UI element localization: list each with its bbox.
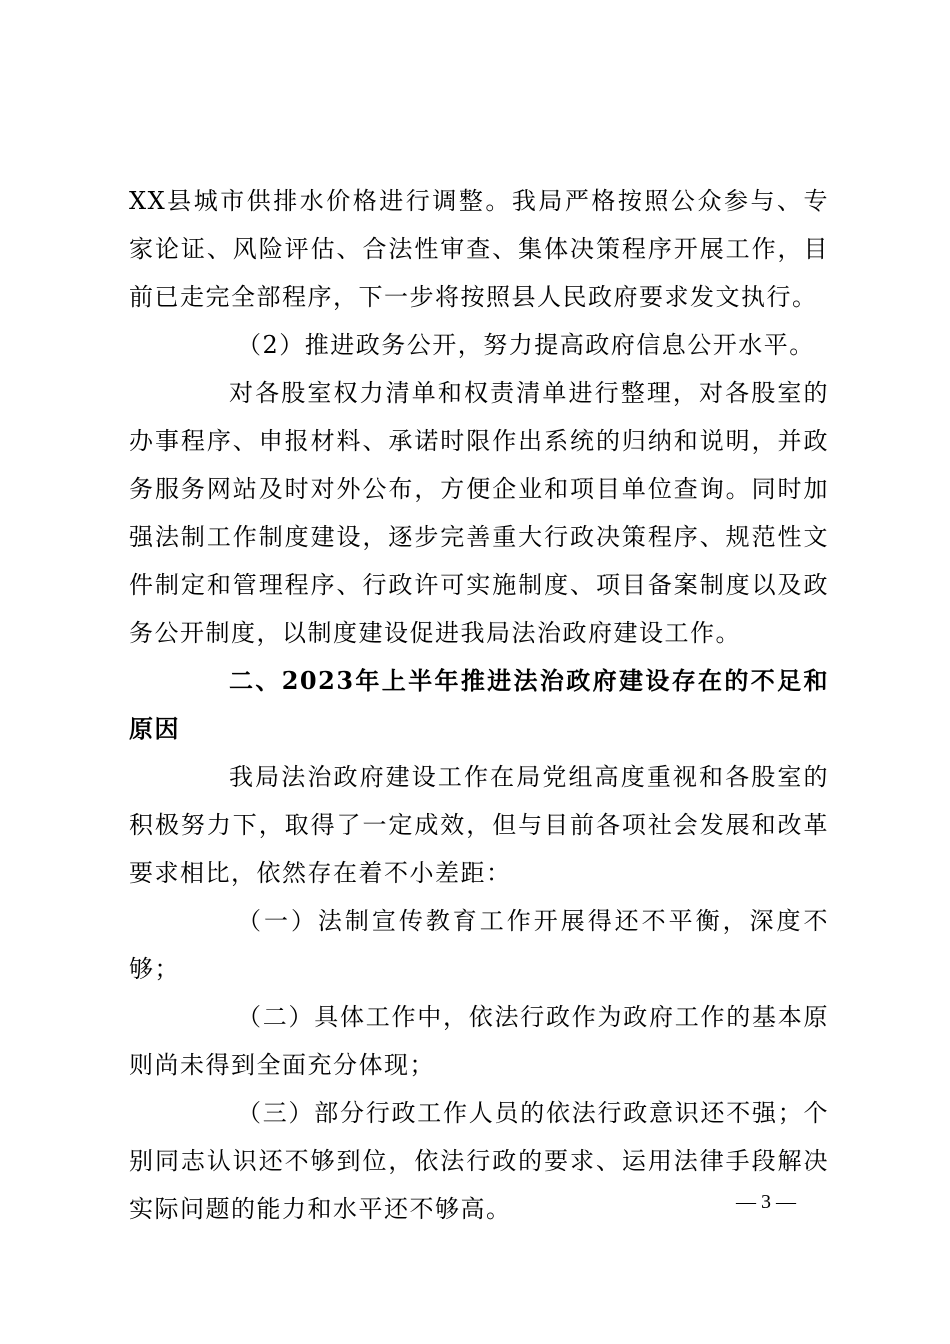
subheading-government-affairs: （2）推进政务公开，努力提高政府信息公开水平。 (237, 331, 815, 359)
section-heading-shortcomings: 二、2023年上半年推进法治政府建设存在的不足和原因 (129, 666, 829, 743)
list-item-one: （一）法制宣传教育工作开展得还不平衡，深度不够； (129, 907, 829, 983)
document-body (129, 177, 829, 1233)
paragraph-shortcomings-intro: 我局法治政府建设工作在局党组高度重视和各股室的积极努力下，取得了一定成效，但与目前各项社会发展和改革要求相比，依然存在着不小差距： (129, 763, 829, 887)
paragraph-continuation: XX县城市供排水价格进行调整。我局严格按照公众参与、专家论证、风险评估、合法性审查、集体决策程序开展工作，目前已走完全部程序，下一步将按照县人民政府要求发文执行。 (129, 187, 829, 311)
list-item-three: （三）部分行政工作人员的依法行政意识还不强；个别同志认识还不够到位，依法行政的要求、运用法律手段解决实际问题的能力和水平还不够高。 (129, 1099, 829, 1223)
list-item-two: （二）具体工作中，依法行政作为政府工作的基本原则尚未得到全面充分体现； (129, 1003, 829, 1079)
paragraph-power-list: 对各股室权力清单和权责清单进行整理，对各股室的办事程序、申报材料、承诺时限作出系统的归纳和说明，并政务服务网站及时对外公布，方便企业和项目单位查询。同时加强法制工作制度建设，逐步完善重大行政决策程序、规范性文件制定和管理程序、行政许可实施制度、项目备案制度以及政务公开制度，以制度建设促进我局法治政府建设工作。 (129, 379, 829, 647)
page-number: — 3 — (736, 1191, 796, 1213)
